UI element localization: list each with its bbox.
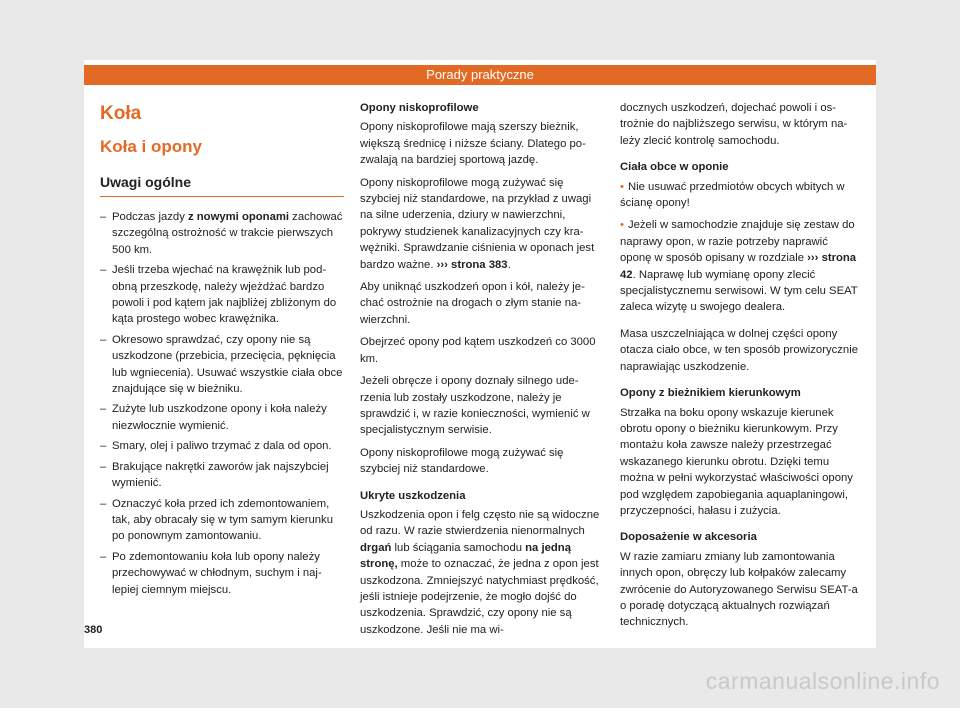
column-left — [100, 100, 344, 602]
paragraph: Obejrzeć opony pod kątem uszkodzeń co 3000 km. — [360, 336, 596, 365]
heading-hidden-damage: Ukryte uszkodzenia — [360, 489, 466, 502]
general-notes-list — [100, 209, 344, 598]
bullet-item: • Nie usuwać przedmiotów obcych wbitych w ścianę opony! — [620, 180, 845, 210]
list-item: – Podczas jazdy z nowymi oponami zachować szczególną ostrożność w trakcie pierwszych 500 km. — [100, 209, 344, 258]
paragraph: Opony niskoprofilowe mogą zużywać się szybciej niż standardowe, na przykład z uwagi na silne uderzenia, dziury w nawierzchni, pokrywy studzienek kanalizacyjnych czy krawężniki. Sprawdzanie ciśnienia w oponach jest bardzo ważne. ››› strona 383. — [360, 176, 595, 271]
paragraph: Aby uniknąć uszkodzeń opon i kół, należy jechać ostrożnie na drogach o złym stanie nawierzchni. — [360, 281, 585, 326]
subsection-title: Uwagi ogólne — [100, 172, 344, 197]
paragraph: Masa uszczelniająca w dolnej części opony otacza ciało obce, w ten sposób prowizorycznie naprawiając uszkodzenie. — [620, 327, 858, 373]
paragraph: Strzałka na boku opony wskazuje kierunek obrotu opony o bieżniku kierunkowym. Przy montażu koła zawsze należy przestrzegać wskazanego kierunku obrotu. Dzięki temu można w pełni wykorzystać właściwości opony pod względem zapobiegania aquaplaningowi, przyczepności, hałasu i zużycia. — [620, 406, 853, 517]
paragraph: Opony niskoprofilowe mają szerszy bieżnik, większą średnicę i niższe ściany. Dlatego pozwalają na bardziej sportową jazdę. — [360, 121, 586, 167]
bullet-icon: • — [620, 219, 624, 232]
list-item: – Po zdemontowaniu koła lub opony należy przechowywać w chłodnym, suchym i najlepiej ciemnym miejscu. — [100, 549, 344, 598]
bullet-icon: • — [620, 180, 624, 193]
paragraph: W razie zamiaru zmiany lub zamontowania innych opon, obręczy lub kołpaków zalecamy zwrócenie do Autoryzowanego Serwisu SEAT-a o poradę dotyczącą aktualnych rozwiązań technicznych. — [620, 550, 858, 629]
frame-left — [0, 60, 84, 648]
list-item: – Smary, olej i paliwo trzymać z dala od opon. — [100, 438, 344, 454]
paragraph: Jeżeli obręcze i opony doznały silnego uderzenia lub zostały uszkodzone, należy je sprawdzić i, w razie konieczności, wymienić w specjalistycznym serwisie. — [360, 375, 590, 437]
page-title: Koła — [100, 103, 142, 124]
heading-accessories: Doposażenie w akcesoria — [620, 531, 757, 544]
section-title: Koła i opony — [100, 137, 202, 156]
page-reference-link[interactable]: ››› strona 383 — [436, 258, 508, 271]
page-number: 380 — [84, 624, 103, 636]
frame-top — [0, 0, 960, 60]
heading-foreign-objects: Ciała obce w oponie — [620, 161, 729, 174]
paragraph: Opony niskoprofilowe mogą zużywać się szybciej niż standardowe. — [360, 446, 564, 476]
list-item: – Brakujące nakrętki zaworów jak najszybciej wymienić. — [100, 459, 344, 492]
list-item: – Zużyte lub uszkodzone opony i koła należy niezwłocznie wymienić. — [100, 401, 344, 434]
list-item: – Oznaczyć koła przed ich zdemontowaniem, tak, aby obracały się w tym samym kierunku po ponownym zamontowaniu. — [100, 496, 344, 545]
watermark: carmanualsonline.info — [705, 668, 940, 694]
column-right — [620, 100, 860, 637]
heading-directional-tyres: Opony z bieżnikiem kierunkowym — [620, 387, 801, 400]
paragraph: docznych uszkodzeń, dojechać powoli i ostrożnie do najbliższego serwisu, w którym należy zlecić kontrolę samochodu. — [620, 102, 848, 147]
list-item: – Jeśli trzeba wjechać na krawężnik lub podobną przeszkodę, należy wjeżdżać bardzo powoli i pod kątem jak najbliżej zbliżonym do kąta prostego wobec krawężnika. — [100, 262, 344, 328]
paragraph: Uszkodzenia opon i felg często nie są widoczne od razu. W razie stwierdzenia nienormalnych drgań lub ściągania samochodu na jedną stronę, może to oznaczać, że jedna z opon jest uszkodzona. Zmniejszyć natychmiast prędkość, jeśli istnieje podejrzenie, że mogło dojść do uszkodzenia. Sprawdzić, czy opony nie są uszkodzone. Jeśli nie ma wi- — [360, 508, 600, 636]
page-reference-link[interactable]: ››› strona 42 — [620, 252, 857, 281]
bullet-item: • Jeżeli w samochodzie znajduje się zestaw do naprawy opon, w razie potrzeby naprawić oponę w sposób opisany w rozdziale ››› strona 42. Naprawę lub wymianę opony zlecić specjalistycznemu serwisowi. W tym celu SEAT zaleca wizytę u swojego dealera. — [620, 219, 858, 314]
column-middle — [360, 100, 602, 644]
frame-right — [876, 60, 960, 648]
list-item: – Okresowo sprawdzać, czy opony nie są uszkodzone (przebicia, przecięcia, pęknięcia lub wgniecenia). Usuwać wszystkie ciała obce znajdujące się w bieżniku. — [100, 332, 344, 398]
heading-low-profile: Opony niskoprofilowe — [360, 102, 479, 114]
chapter-header: Porady praktyczne — [84, 65, 876, 85]
